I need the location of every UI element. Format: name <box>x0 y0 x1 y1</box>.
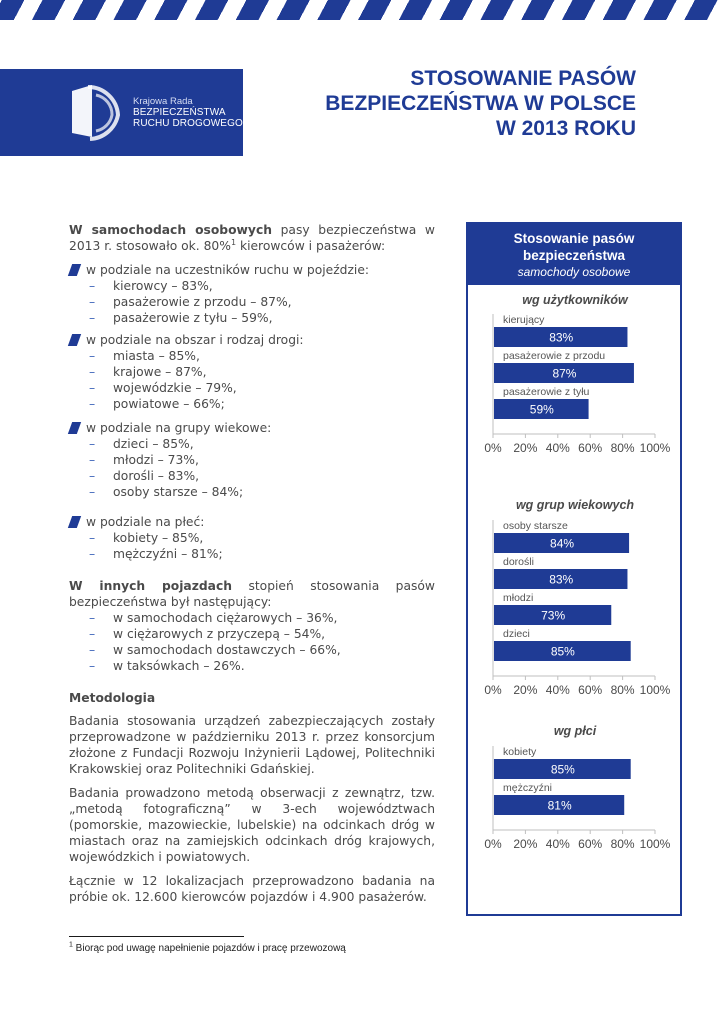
group-roads <box>69 332 435 412</box>
section-heading: Metodologia <box>69 691 156 705</box>
category-label: dzieci <box>503 628 530 640</box>
category-label: dorośli <box>503 556 534 568</box>
data-label: 87% <box>552 366 577 381</box>
x-tick-label: 100% <box>639 683 671 697</box>
chart-gender <box>470 740 680 850</box>
list-item: – młodzi – 73%, <box>69 452 435 468</box>
intro-text-1: pasy bezpieczeństwa w 2013 r. stosowało ok. 80% <box>69 223 435 253</box>
data-label: 84% <box>550 536 575 551</box>
list-item: – w samochodach dostawczych – 66%, <box>69 642 435 658</box>
list-item: – dzieci – 85%, <box>69 436 435 452</box>
x-tick-label: 20% <box>513 441 538 455</box>
method-paragraph-3: Łącznie w 12 lokalizacjach przeprowadzono badania na próbie ok. 12.600 kierowców pojazdów i 4.900 pasażerów. <box>69 874 435 904</box>
page-title <box>325 66 636 141</box>
list-item: – powiatowe – 66%; <box>69 396 435 412</box>
list-item: – wojewódzkie – 79%, <box>69 380 435 396</box>
x-tick-label: 60% <box>578 837 603 850</box>
category-label: pasażerowie z tyłu <box>503 386 590 398</box>
x-tick-label: 0% <box>484 441 502 455</box>
org-name-line1: Krajowa Rada <box>133 96 193 107</box>
list-item: – dorośli – 83%, <box>69 468 435 484</box>
group-heading: w podziale na grupy wiekowe: <box>86 421 272 435</box>
chart-title-ages: wg grup wiekowych <box>515 498 635 512</box>
method-paragraph-1: Badania stosowania urządzeń zabezpieczających zostały przeprowadzone w październiku 2013 r. przez konsorcjum złożone z Fundacji Rozwoju Inżynierii Lądowej, Politechniki Krakowskiej oraz Politechniki Gdańskiej. <box>69 714 435 776</box>
data-label: 83% <box>549 572 574 587</box>
x-tick-label: 60% <box>578 441 603 455</box>
chart-title-gender: wg płci <box>553 724 597 738</box>
category-label: osoby starsze <box>503 520 568 532</box>
data-label: 81% <box>547 798 572 813</box>
category-label: kobiety <box>503 746 537 758</box>
intro-paragraph <box>69 222 435 254</box>
x-tick-label: 80% <box>610 441 635 455</box>
x-tick-label: 20% <box>513 683 538 697</box>
x-tick-label: 40% <box>545 837 570 850</box>
data-label: 85% <box>550 762 575 777</box>
top-stripe-band <box>0 0 725 20</box>
footnote-text: Biorąc pod uwagę napełnienie pojazdów i pracę przewozową <box>72 943 346 954</box>
footnote <box>69 943 346 954</box>
x-tick-label: 80% <box>610 837 635 850</box>
list-item: – kierowcy – 83%, <box>69 278 435 294</box>
group-heading: w podziale na uczestników ruchu w pojeździe: <box>86 263 370 277</box>
list-item: – w taksówkach – 26%. <box>69 658 435 674</box>
other-vehicles <box>69 578 435 674</box>
x-tick-label: 0% <box>484 683 502 697</box>
list-item: – kobiety – 85%, <box>69 530 435 546</box>
x-tick-label: 80% <box>610 683 635 697</box>
list-item: – w samochodach ciężarowych – 36%, <box>69 610 435 626</box>
footnote-divider <box>69 936 244 937</box>
data-label: 85% <box>550 644 575 659</box>
method-paragraph-2: Badania prowadzono metodą obserwacji z zewnątrz, tzw. „metodą fotograficzną” w 3-ech województwach (pomorskie, mazowieckie, lubelskie) na odcinkach dróg w miastach oraz na zamiejskich odcinkach dróg krajowych, wojewódzkich i powiatowych. <box>69 786 435 864</box>
data-label: 73% <box>541 608 566 623</box>
chart-users <box>470 308 680 468</box>
title-line-1: STOSOWANIE PASÓW <box>410 67 636 90</box>
x-tick-label: 40% <box>545 441 570 455</box>
group-heading: w podziale na płeć: <box>86 515 205 529</box>
other-lead: W innych pojazdach <box>69 579 233 593</box>
list-item: – mężczyźni – 81%; <box>69 546 435 562</box>
category-label: młodzi <box>503 592 534 604</box>
title-line-3: W 2013 ROKU <box>495 117 636 140</box>
group-gender <box>69 514 435 562</box>
chart-age-groups <box>470 514 680 698</box>
list-item: – miasta – 85%, <box>69 348 435 364</box>
category-label: mężczyźni <box>503 782 553 794</box>
x-tick-label: 40% <box>545 683 570 697</box>
org-name-line2: BEZPIECZEŃSTWA <box>133 107 226 118</box>
org-name <box>133 96 243 129</box>
x-tick-label: 20% <box>513 837 538 850</box>
x-tick-label: 100% <box>639 441 671 455</box>
chart-title-users: wg użytkowników <box>522 293 628 307</box>
list-item: – pasażerowie z przodu – 87%, <box>69 294 435 310</box>
category-label: kierujący <box>503 314 545 326</box>
methodology <box>69 690 435 905</box>
other-text: stopień stosowania pasów bezpieczeństwa był następujący: <box>69 579 435 609</box>
data-label: 59% <box>529 402 554 417</box>
slash-bullet-icon <box>68 422 81 434</box>
group-heading: w podziale na obszar i rodzaj drogi: <box>86 333 304 347</box>
x-tick-label: 60% <box>578 683 603 697</box>
list-item: – osoby starsze – 84%; <box>69 484 435 500</box>
slash-bullet-icon <box>68 334 81 346</box>
title-line-2: BEZPIECZEŃSTWA W POLSCE <box>325 92 636 115</box>
slash-bullet-icon <box>68 516 81 528</box>
list-item: – pasażerowie z tyłu – 59%, <box>69 310 435 326</box>
org-name-line3: RUCHU DROGOWEGO <box>133 118 243 129</box>
list-item: – krajowe – 87%, <box>69 364 435 380</box>
sidebar-subtitle: samochody osobowe <box>517 265 631 279</box>
intro-text-2: kierowców i pasażerów: <box>236 239 386 253</box>
group-ages <box>69 420 435 500</box>
footnote-number: 1 <box>69 941 73 949</box>
data-label: 83% <box>549 330 574 345</box>
footnote-ref: 1 <box>230 237 237 247</box>
sidebar-header <box>468 224 680 285</box>
intro-lead: W samochodach osobowych <box>69 223 272 237</box>
category-label: pasażerowie z przodu <box>503 350 606 362</box>
x-tick-label: 100% <box>639 837 671 850</box>
x-tick-label: 0% <box>484 837 502 850</box>
slash-bullet-icon <box>68 264 81 276</box>
list-item: – w ciężarowych z przyczepą – 54%, <box>69 626 435 642</box>
sidebar-title: Stosowanie pasów bezpieczeństwa <box>513 231 635 263</box>
